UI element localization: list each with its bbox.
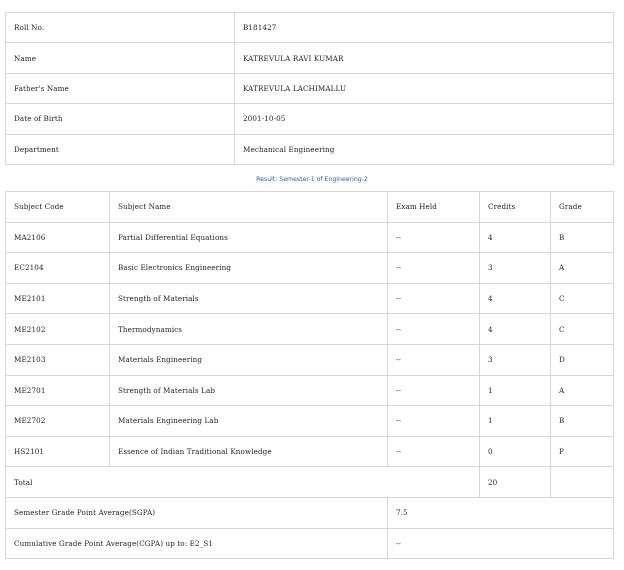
field-value: B181427 xyxy=(235,13,614,43)
subject-credits: 3 xyxy=(480,253,551,284)
subject-name: Materials Engineering xyxy=(110,344,388,375)
subject-exam: -- xyxy=(388,222,480,253)
column-header: Credits xyxy=(480,192,551,223)
sgpa-label: Semester Grade Point Average(SGPA) xyxy=(6,497,388,528)
student-info-row xyxy=(6,73,614,103)
subject-grade: B xyxy=(551,222,614,253)
total-grade-empty xyxy=(551,467,614,498)
field-label: Department xyxy=(6,134,235,164)
total-row xyxy=(6,467,614,498)
cgpa-label: Cumulative Grade Point Average(CGPA) up to: E2_S1 xyxy=(6,528,388,559)
subject-credits: 1 xyxy=(480,375,551,406)
subject-code: ME2701 xyxy=(6,375,110,406)
field-label: Date of Birth xyxy=(6,104,235,134)
cgpa-row xyxy=(6,528,614,559)
field-label: Roll No. xyxy=(6,13,235,43)
column-header: Grade xyxy=(551,192,614,223)
header-row xyxy=(6,192,614,223)
subject-credits: 3 xyxy=(480,344,551,375)
subject-exam: -- xyxy=(388,375,480,406)
student-info-table xyxy=(5,12,614,165)
subject-code: ME2102 xyxy=(6,314,110,345)
subject-name: Basic Electronics Engineering xyxy=(110,253,388,284)
student-info-row xyxy=(6,134,614,164)
subject-code: ME2702 xyxy=(6,406,110,437)
subject-code: MA2106 xyxy=(6,222,110,253)
column-header: Subject Code xyxy=(6,192,110,223)
field-value: KATREVULA RAVI KUMAR xyxy=(235,43,614,73)
subject-row xyxy=(6,375,614,406)
subject-credits: 4 xyxy=(480,283,551,314)
subject-name: Essence of Indian Traditional Knowledge xyxy=(110,436,388,467)
subject-name: Strength of Materials Lab xyxy=(110,375,388,406)
subject-code: ME2101 xyxy=(6,283,110,314)
subject-row xyxy=(6,314,614,345)
subject-code: HS2101 xyxy=(6,436,110,467)
subject-exam: -- xyxy=(388,344,480,375)
field-value: KATREVULA LACHIMALLU xyxy=(235,73,614,103)
subject-row xyxy=(6,283,614,314)
field-label: Father's Name xyxy=(6,73,235,103)
subject-grade: C xyxy=(551,283,614,314)
subject-name: Partial Differential Equations xyxy=(110,222,388,253)
total-label: Total xyxy=(6,467,480,498)
subject-row xyxy=(6,222,614,253)
subject-code: EC2104 xyxy=(6,253,110,284)
sgpa-row xyxy=(6,497,614,528)
subject-exam: -- xyxy=(388,253,480,284)
subject-name: Materials Engineering Lab xyxy=(110,406,388,437)
subject-row xyxy=(6,436,614,467)
field-value: 2001-10-05 xyxy=(235,104,614,134)
subject-grade: B xyxy=(551,406,614,437)
column-header: Subject Name xyxy=(110,192,388,223)
total-credits: 20 xyxy=(480,467,551,498)
subject-credits: 4 xyxy=(480,222,551,253)
result-caption: Result: Semester-1 of Engineering-2 xyxy=(256,176,368,183)
subject-exam: -- xyxy=(388,406,480,437)
subject-row xyxy=(6,406,614,437)
field-label: Name xyxy=(6,43,235,73)
subject-credits: 1 xyxy=(480,406,551,437)
subject-row xyxy=(6,344,614,375)
column-header: Exam Held xyxy=(388,192,480,223)
subjects-table xyxy=(5,191,614,559)
subject-code: ME2103 xyxy=(6,344,110,375)
subject-grade: P xyxy=(551,436,614,467)
cgpa-value: -- xyxy=(388,528,614,559)
subject-exam: -- xyxy=(388,314,480,345)
subject-exam: -- xyxy=(388,283,480,314)
sgpa-value: 7.5 xyxy=(388,497,614,528)
subject-grade: D xyxy=(551,344,614,375)
student-info-row xyxy=(6,13,614,43)
field-value: Mechanical Engineering xyxy=(235,134,614,164)
subject-exam: -- xyxy=(388,436,480,467)
subject-name: Strength of Materials xyxy=(110,283,388,314)
subject-grade: A xyxy=(551,253,614,284)
subject-row xyxy=(6,253,614,284)
subject-grade: A xyxy=(551,375,614,406)
student-info-row xyxy=(6,43,614,73)
subject-credits: 4 xyxy=(480,314,551,345)
subject-grade: C xyxy=(551,314,614,345)
subject-credits: 0 xyxy=(480,436,551,467)
student-info-row xyxy=(6,104,614,134)
subject-name: Thermodynamics xyxy=(110,314,388,345)
